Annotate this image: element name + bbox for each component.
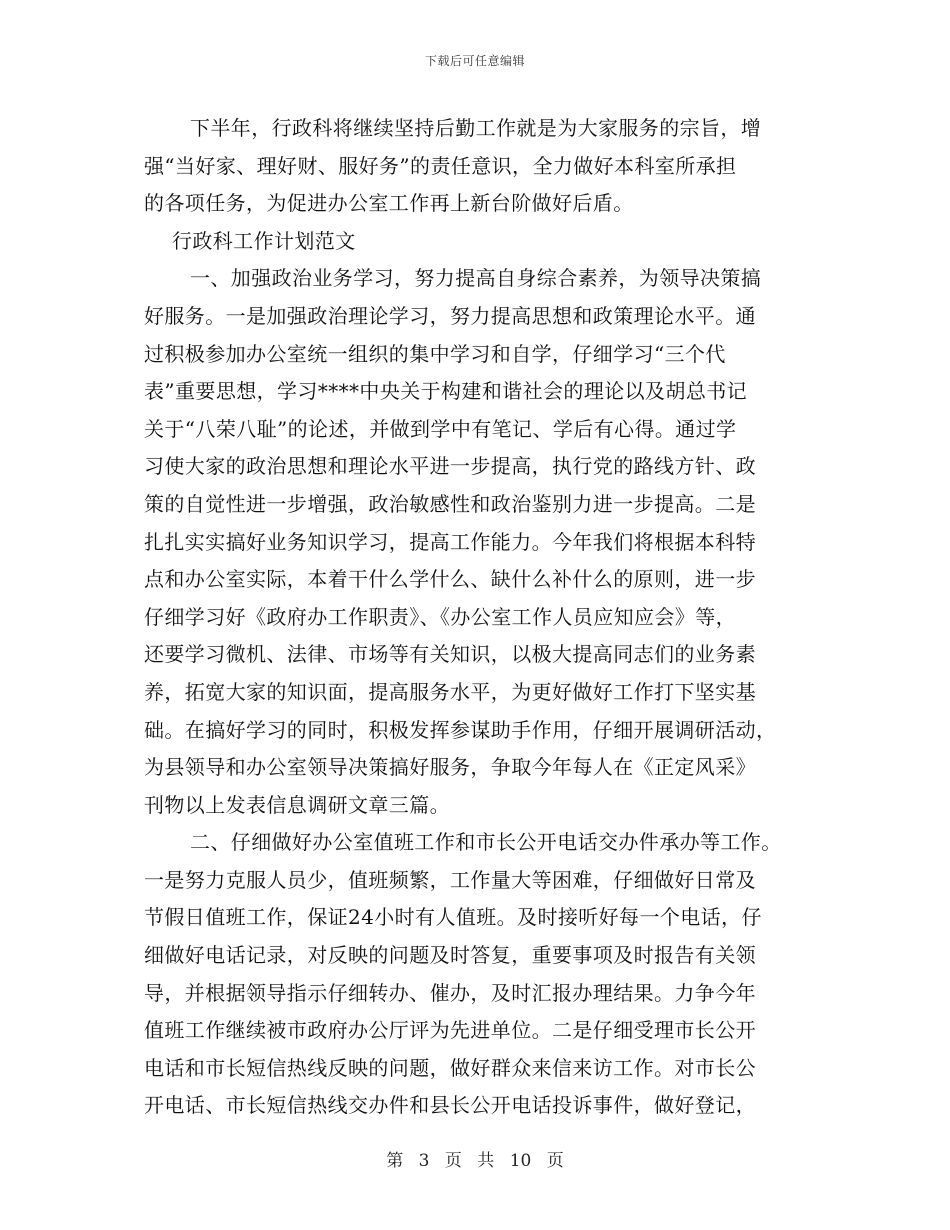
paragraph-line: 细做好电话记录，对反映的问题及时答复，重要事项及时报告有关领 xyxy=(144,943,756,968)
section-heading: 行政科工作计划范文 xyxy=(172,228,356,253)
paragraph-line: 下半年，行政科将继续坚持后勤工作就是为大家服务的宗旨，增 xyxy=(190,116,762,140)
paragraph-line: 值班工作继续被市政府办公厅评为先进单位。二是仔细受理市长公开 xyxy=(144,1018,756,1043)
paragraph-line: 强“当好家、理好财、服好务”的责任意识，全力做好本科室所承担 xyxy=(144,153,737,178)
footer-prefix: 第 xyxy=(386,1151,404,1171)
paragraph-line: 仔细学习好《政府办工作职责》、《办公室工作人员应知应会》等， xyxy=(144,604,736,629)
current-page-number: 3 xyxy=(418,1151,430,1171)
paragraph-line: 的各项任务，为促进办公室工作再上新台阶做好后盾。 xyxy=(144,191,634,216)
paragraph-line: 开电话、市长短信热线交办件和县长公开电话投诉事件，做好登记， xyxy=(144,1093,756,1118)
footer-page-word: 页 xyxy=(444,1151,462,1171)
body-text xyxy=(144,110,824,1125)
paragraph-line: 养，拓宽大家的知识面，提高服务水平，为更好做好工作打下坚实基 xyxy=(144,679,756,704)
paragraph-line: 扎扎实实搞好业务知识学习，提高工作能力。今年我们将根据本科特 xyxy=(144,529,756,554)
paragraph-line: 一、加强政治业务学习，努力提高自身综合素养，为领导决策搞 xyxy=(190,266,762,291)
paragraph-line: 过积极参加办公室统一组织的集中学习和自学，仔细学习“三个代 xyxy=(144,341,726,366)
paragraph-line: 表”重要思想，学习****中央关于构建和谐社会的理论以及胡总书记 xyxy=(144,379,748,404)
paragraph-line: 为县领导和办公室领导决策搞好服务，争取今年每人在《正定风采》 xyxy=(144,755,756,780)
paragraph-line: 习使大家的政治思想和理论水平进一步提高，执行党的路线方针、政 xyxy=(144,454,756,479)
paragraph-line: 刊物以上发表信息调研文章三篇。 xyxy=(144,792,450,817)
footer-total-word: 共 xyxy=(477,1151,495,1171)
paragraph-line: 础。在搞好学习的同时，积极发挥参谋助手作用，仔细开展调研活动， xyxy=(144,717,777,742)
paragraph-line: 点和办公室实际，本着干什么学什么、缺什么补什么的原则，进一步 xyxy=(144,567,756,592)
paragraph-line: 导，并根据领导指示仔细转办、催办，及时汇报办理结果。力争今年 xyxy=(144,980,756,1005)
paragraph-line: 二、仔细做好办公室值班工作和市长公开电话交办件承办等工作。 xyxy=(190,830,782,855)
paragraph-line: 关于“八荣八耻”的论述，并做到学中有笔记、学后有心得。通过学 xyxy=(144,416,737,441)
paragraph-line: 节假日值班工作，保证24小时有人值班。及时接听好每一个电话，仔 xyxy=(144,905,762,930)
total-page-number: 10 xyxy=(509,1151,532,1171)
paragraph-line: 策的自觉性进一步增强，政治敏感性和政治鉴别力进一步提高。二是 xyxy=(144,491,756,516)
footer-page-word-end: 页 xyxy=(546,1151,564,1171)
paragraph-line: 电话和市长短信热线反映的问题，做好群众来信来访工作。对市长公 xyxy=(144,1055,756,1080)
header-note: 下载后可任意编辑 xyxy=(424,54,525,68)
page-footer xyxy=(0,1146,950,1171)
paragraph-line: 好服务。一是加强政治理论学习，努力提高思想和政策理论水平。通 xyxy=(144,303,756,328)
paragraph-line: 一是努力克服人员少，值班频繁，工作量大等困难，仔细做好日常及 xyxy=(144,867,756,892)
paragraph-line: 还要学习微机、法律、市场等有关知识，以极大提高同志们的业务素 xyxy=(144,642,756,667)
